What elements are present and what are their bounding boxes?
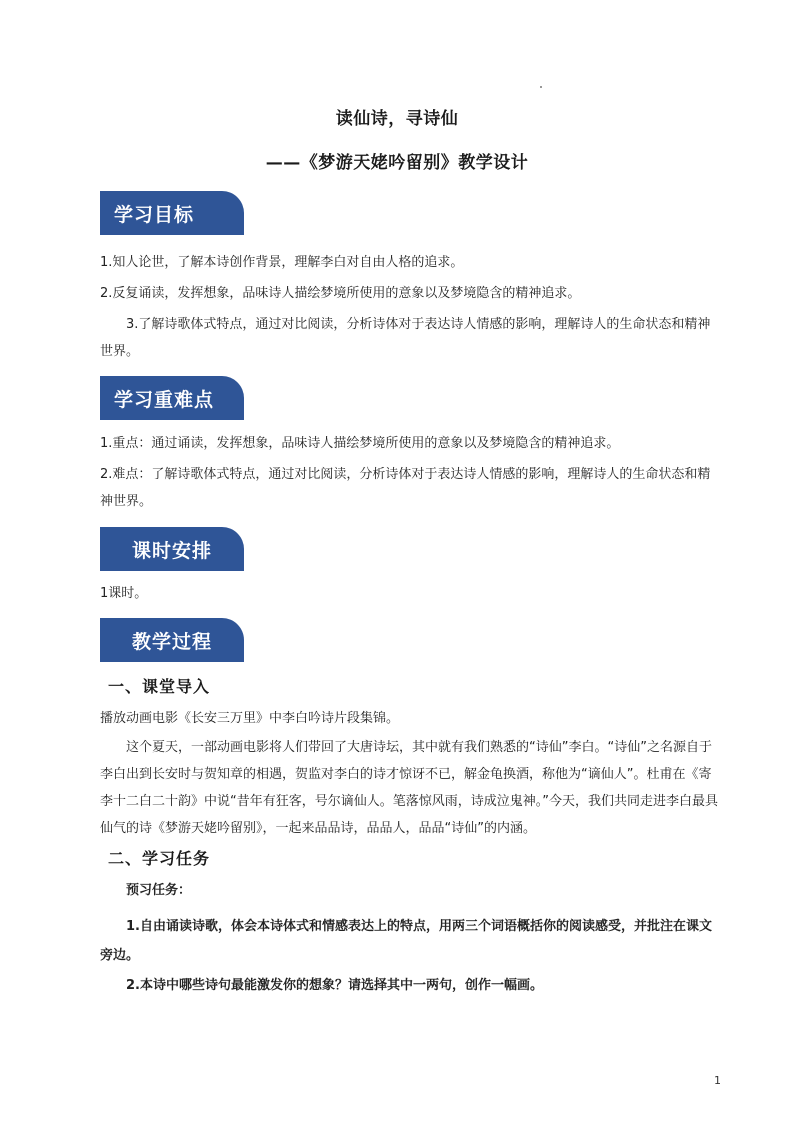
page-number: 1 xyxy=(714,1074,721,1087)
intro-paragraph-2: 这个夏天，一部动画电影将人们带回了大唐诗坛，其中就有我们熟悉的“诗仙”李白。“诗仙”之名源自于李白出到长安时与贺知章的相遇，贺监对李白的诗才惊讶不已，解金龟换酒，称他为“谪仙人”。杜甫在《寄李十二白二十韵》中说“昔年有狂客，号尔谪仙人。笔落惊风雨，诗成泣鬼神。”今天，我们共同走进李白最具仙气的诗《梦游天姥吟留别》，一起来品品诗，品品人，品品“诗仙”的内涵。 xyxy=(100,740,718,836)
objective-item-3: 3.了解诗歌体式特点，通过对比阅读，分析诗体对于表达诗人情感的影响，理解诗人的生命状态和精神世界。 xyxy=(100,317,711,359)
objective-item-1: 1.知人论世，了解本诗创作背景，理解李白对自由人格的追求。 xyxy=(100,255,464,270)
section-tab-keypoints: 学习重难点 xyxy=(100,376,244,420)
scan-dot xyxy=(540,86,542,88)
intro-paragraph-1: 播放动画电影《长安三万里》中李白吟诗片段集锦。 xyxy=(100,711,400,726)
page-title: 读仙诗，寻诗仙 xyxy=(335,109,459,129)
task-item-1: 1.自由诵读诗歌，体会本诗体式和情感表达上的特点，用两三个词语概括你的阅读感受，并批注在课文旁边。 xyxy=(100,919,712,963)
page-subtitle: ——《梦游天姥吟留别》教学设计 xyxy=(265,153,529,173)
task-item-2: 2.本诗中哪些诗句最能激发你的想象？请选择其中一两句，创作一幅画。 xyxy=(126,978,543,993)
section-tab-process: 教学过程 xyxy=(100,618,244,662)
heading-intro: 一、课堂导入 xyxy=(108,677,211,696)
keypoint-item-1: 1.重点：通过诵读，发挥想象，品味诗人描绘梦境所使用的意象以及梦境隐含的精神追求。 xyxy=(100,436,620,451)
objective-item-2: 2.反复诵读，发挥想象，品味诗人描绘梦境所使用的意象以及梦境隐含的精神追求。 xyxy=(100,286,581,301)
section-tab-schedule: 课时安排 xyxy=(100,527,244,571)
section-tab-objectives: 学习目标 xyxy=(100,191,244,235)
keypoint-item-2: 2.难点：了解诗歌体式特点，通过对比阅读，分析诗体对于表达诗人情感的影响，理解诗人的生命状态和精神世界。 xyxy=(100,467,711,509)
schedule-text: 1课时。 xyxy=(100,586,148,601)
heading-tasks: 二、学习任务 xyxy=(108,849,211,868)
preview-label: 预习任务： xyxy=(126,883,192,898)
